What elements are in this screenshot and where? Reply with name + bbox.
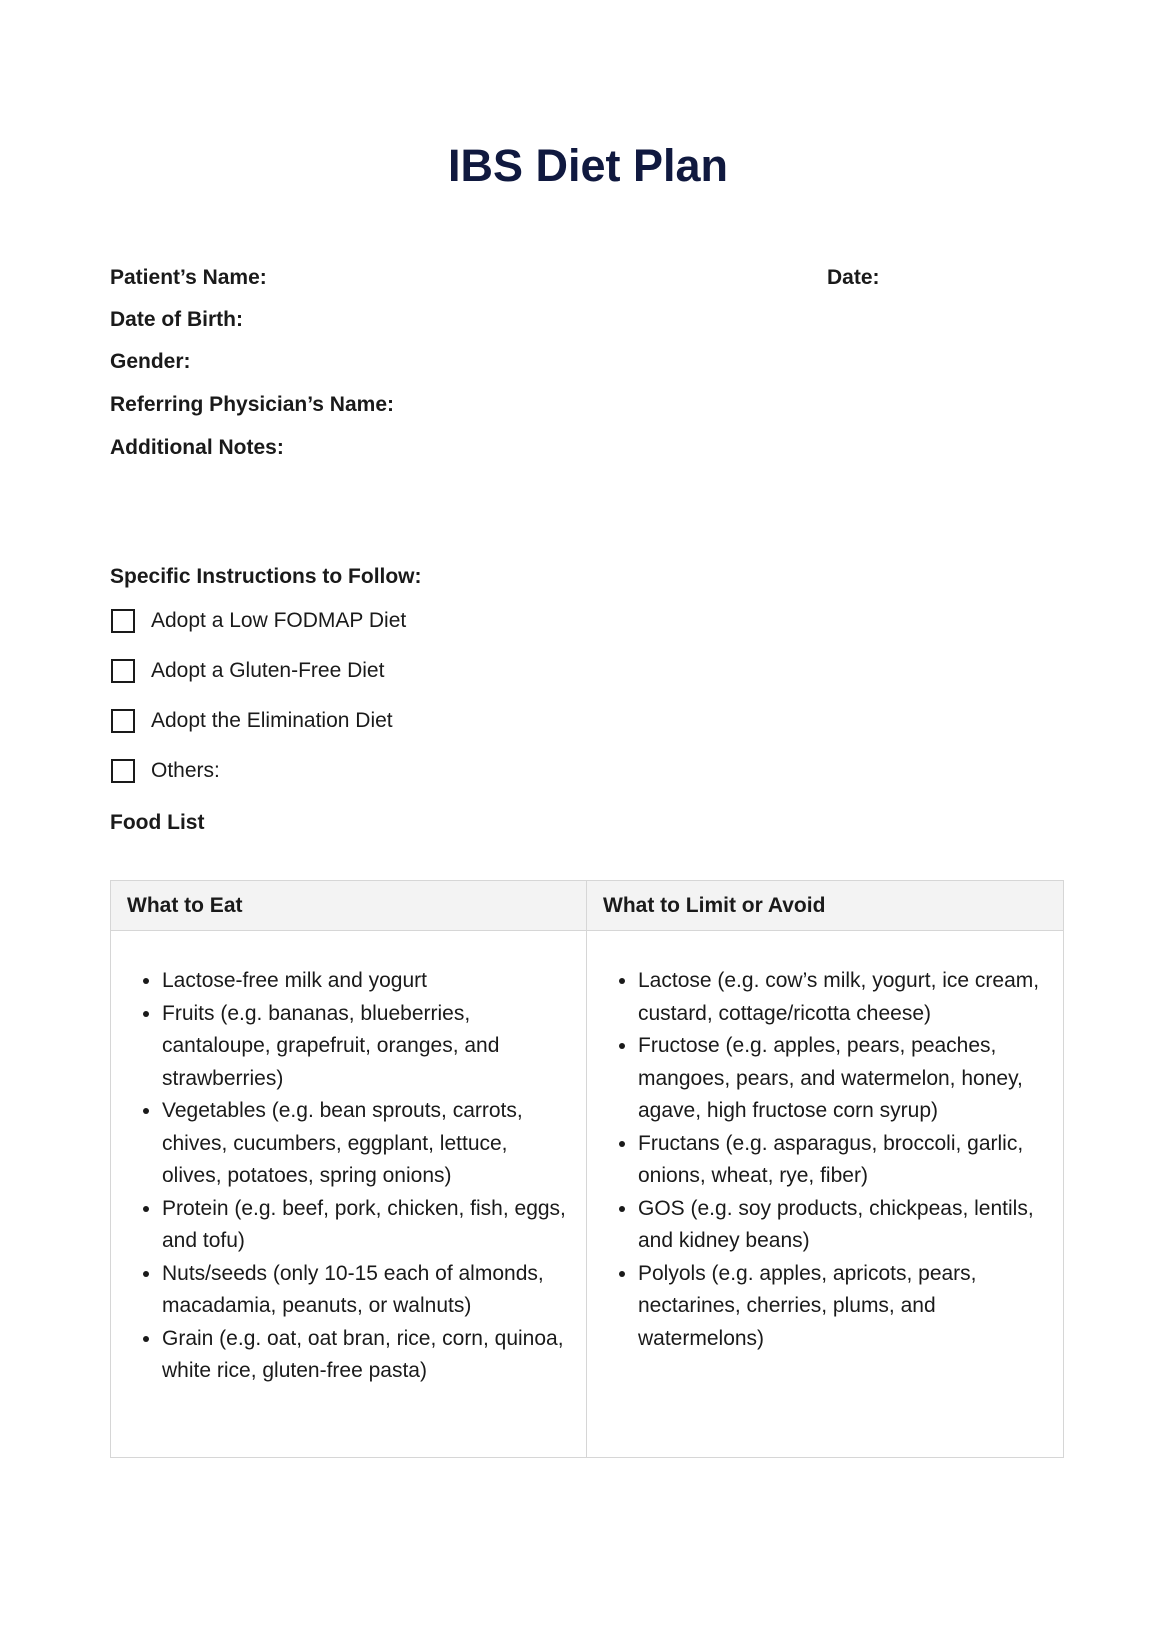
checkbox[interactable] [111, 609, 135, 633]
food-list-heading: Food List [110, 811, 205, 834]
list-item: • Fructose (e.g. apples, pears, peaches, mangoes, pears, and watermelon, honey, agave, high fructose corn syrup) [638, 1030, 1047, 1128]
eat-cell [111, 931, 587, 1457]
column-header-avoid: What to Limit or Avoid [587, 881, 1063, 931]
option-label: Adopt a Low FODMAP Diet [151, 609, 407, 632]
date-of-birth-label: Date of Birth: [110, 308, 243, 331]
date-label: Date: [827, 266, 880, 289]
list-item: • Fruits (e.g. bananas, blueberries, cantaloupe, grapefruit, oranges, and strawberries) [162, 998, 570, 1096]
referring-physician-label: Referring Physician’s Name: [110, 393, 394, 416]
list-item: • Vegetables (e.g. bean sprouts, carrots, chives, cucumbers, eggplant, lettuce, olives, potatoes, spring onions) [162, 1095, 570, 1193]
gender-label: Gender: [110, 350, 191, 373]
list-item: • Polyols (e.g. apples, apricots, pears, nectarines, cherries, plums, and watermelons) [638, 1258, 1047, 1356]
page-title: IBS Diet Plan [447, 140, 729, 191]
list-item: • Lactose (e.g. cow’s milk, yogurt, ice cream, custard, cottage/ricotta cheese) [638, 965, 1047, 1030]
checkbox[interactable] [111, 709, 135, 733]
list-item: • Grain (e.g. oat, oat bran, rice, corn, quinoa, white rice, gluten-free pasta) [162, 1323, 570, 1388]
instructions-heading: Specific Instructions to Follow: [110, 565, 422, 588]
list-item: • Fructans (e.g. asparagus, broccoli, garlic, onions, wheat, rye, fiber) [638, 1128, 1047, 1193]
option-gluten-free[interactable] [111, 657, 384, 685]
avoid-cell [587, 931, 1063, 1457]
option-label: Others: [151, 759, 220, 782]
column-header-eat: What to Eat [111, 881, 587, 931]
list-item: • Nuts/seeds (only 10-15 each of almonds, macadamia, peanuts, or walnuts) [162, 1258, 570, 1323]
option-elimination-diet[interactable] [111, 707, 393, 735]
additional-notes-label: Additional Notes: [110, 436, 284, 459]
checkbox[interactable] [111, 659, 135, 683]
eat-list [127, 965, 570, 1388]
list-item: • Protein (e.g. beef, pork, chicken, fish, eggs, and tofu) [162, 1193, 570, 1258]
food-table [110, 880, 1064, 1458]
option-label: Adopt a Gluten-Free Diet [151, 659, 385, 682]
option-label: Adopt the Elimination Diet [151, 709, 393, 732]
patient-name-label: Patient’s Name: [110, 266, 267, 289]
option-others[interactable] [111, 757, 220, 785]
avoid-list [603, 965, 1047, 1355]
checkbox[interactable] [111, 759, 135, 783]
option-low-fodmap[interactable] [111, 607, 406, 635]
list-item: • GOS (e.g. soy products, chickpeas, lentils, and kidney beans) [638, 1193, 1047, 1258]
list-item: • Lactose-free milk and yogurt [162, 965, 570, 998]
